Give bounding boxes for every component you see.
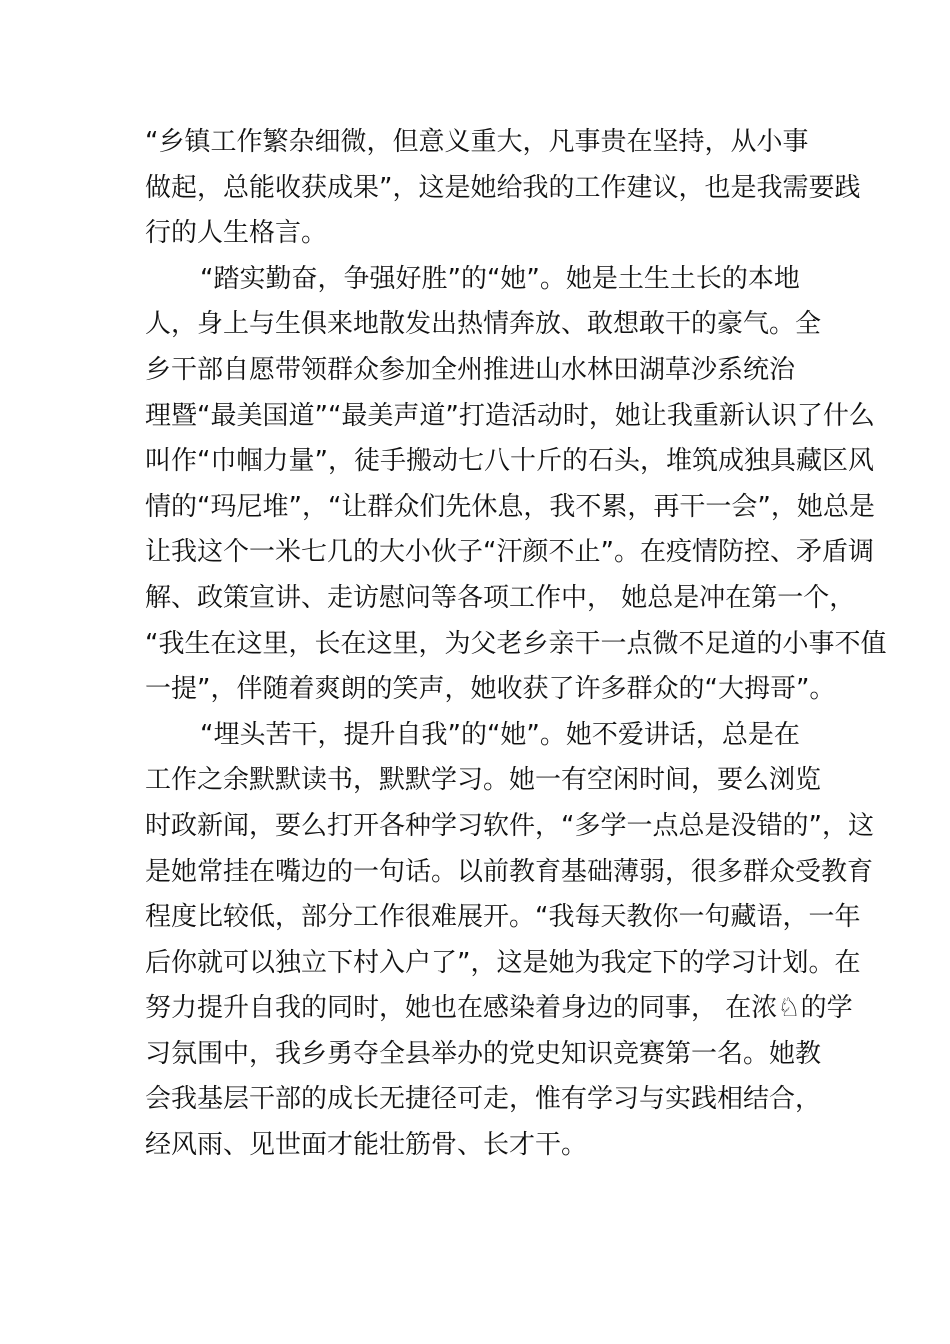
text-line: 经风雨、见世面才能壮筋骨、长才干。 [145,1130,588,1161]
text-line: 会我基层干部的成长无捷径可走，惟有学习与实践相结合， [145,1084,822,1115]
text-line: “踏实勤奋，争强好胜”的“她”。她是土生土长的本地 [200,263,800,294]
text-line: 习氛围中，我乡勇夺全县举办的党史知识竞赛第一名。她教 [145,1038,822,1069]
text-line: 行的人生格言。 [145,218,328,249]
text-line: 解、政策宣讲、走访慰问等各项工作中， 她总是冲在第一个， [145,582,856,613]
text-line: 乡干部自愿带领群众参加全州推进山水林田湖草沙系统治 [145,354,796,385]
text-line: 后你就可以独立下村入户了”，这是她为我定下的学习计划。在 [145,947,861,978]
text-line: “埋头苦干，提升自我”的“她”。她不爱讲话，总是在 [200,719,800,750]
paragraph-self-improvement [145,713,874,1169]
text-line: 情的“玛尼堆”，“让群众们先休息，我不累，再干一会”，她总是 [145,491,875,522]
paragraph-work-advice [145,120,861,257]
text-line: 人，身上与生俱来地散发出热情奔放、敢想敢干的豪气。全 [145,309,822,340]
text-line: “乡镇工作繁杂细微，但意义重大，凡事贵在坚持，从小事 [145,127,809,157]
paragraph-diligent [145,257,887,713]
text-line: 做起，总能收获成果”，这是她给我的工作建议，也是我需要践 [145,172,861,203]
text-line: 一提”，伴随着爽朗的笑声，她收获了许多群众的“大拇哥”。 [145,674,836,705]
text-line: 让我这个一米七几的大小伙子“汗颜不止”。在疫情防控、矛盾调 [145,537,874,568]
text-line: 程度比较低，部分工作很难展开。“我每天教你一句藏语，一年 [145,902,861,933]
document-body [145,120,887,1169]
text-line: 时政新闻，要么打开各种学习软件，“多学一点总是没错的”，这 [145,810,874,841]
text-line: “我生在这里，长在这里，为父老乡亲干一点微不足道的小事不值 [145,628,887,659]
text-line: 叫作“巾帼力量”，徒手搬动七八十斤的石头，堆筑成独具藏区风 [145,446,874,477]
text-line: 理暨“最美国道”“最美声道”打造活动时，她让我重新认识了什么 [145,400,875,431]
text-line: 是她常挂在嘴边的一句话。以前教育基础薄弱，很多群众受教育 [145,856,874,887]
text-line: 工作之余默默读书，默默学习。她一有空闲时间，要么浏览 [145,765,822,796]
text-line: 努力提升自我的同时，她也在感染着身边的同事， 在浓♘的学 [145,993,853,1024]
